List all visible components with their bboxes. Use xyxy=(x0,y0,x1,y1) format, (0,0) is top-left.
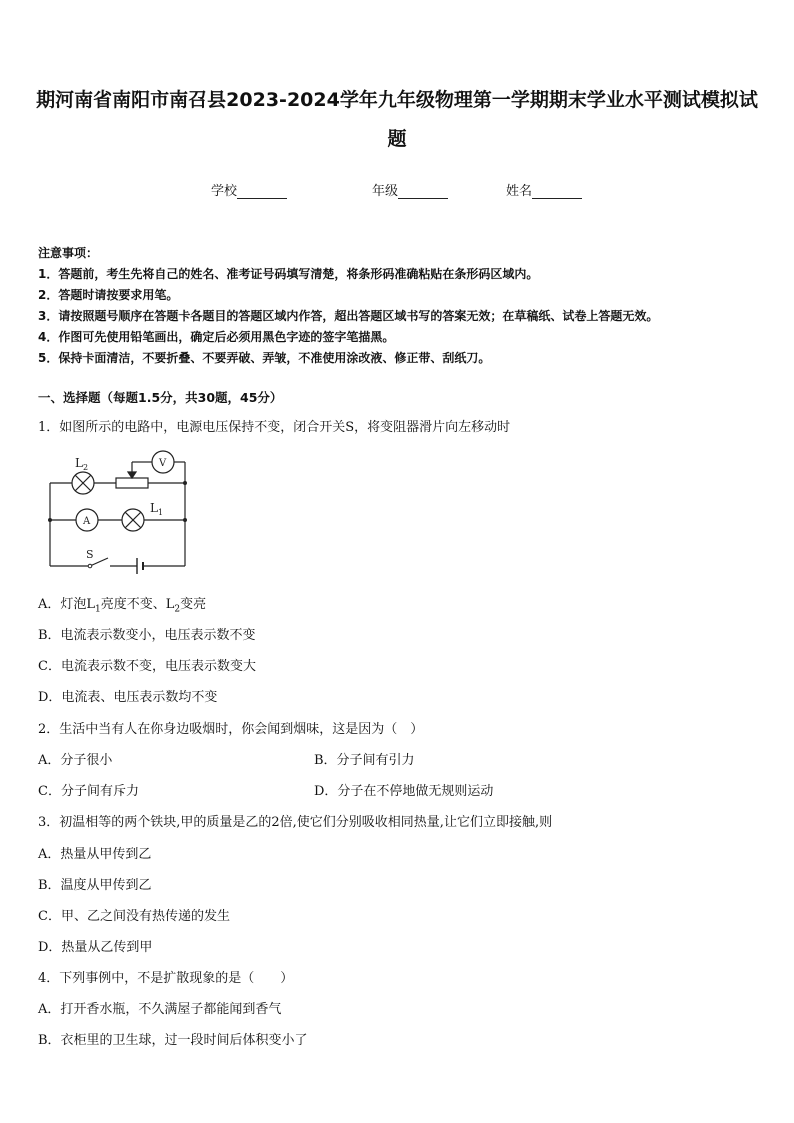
school-blank xyxy=(237,184,287,199)
question-1-option-b: B．电流表示数变小，电压表示数不变 xyxy=(38,628,256,643)
grade-label: 年级 xyxy=(372,184,399,199)
note-item: 5．保持卡面清洁，不要折叠、不要弄破、弄皱，不准使用涂改液、修正带、刮纸刀。 xyxy=(38,351,491,365)
question-2-option-b: B．分子间有引力 xyxy=(314,753,415,768)
switch-label: S xyxy=(86,548,94,561)
switch-icon xyxy=(88,564,92,568)
circuit-diagram xyxy=(40,448,200,578)
question-4-stem: 4．下列事例中，不是扩散现象的是（ ） xyxy=(38,971,294,986)
question-2-stem: 2．生活中当有人在你身边吸烟时，你会闻到烟味，这是因为（ ） xyxy=(38,722,424,737)
note-item: 1．答题前，考生先将自己的姓名、准考证号码填写清楚，将条形码准确粘贴在条形码区域内。 xyxy=(38,267,539,281)
exam-title: 期河南省南阳市南召县2023-2024学年九年级物理第一学期期末学业水平测试模拟试 xyxy=(36,89,758,111)
school-label: 学校 xyxy=(211,184,238,199)
exam-title-continued: 题 xyxy=(387,128,407,150)
question-3-option-d: D．热量从乙传到甲 xyxy=(38,940,153,955)
ammeter-label: A xyxy=(83,516,91,527)
question-3-stem: 3．初温相等的两个铁块,甲的质量是乙的2倍,使它们分别吸收相同热量,让它们立即接触,则 xyxy=(38,815,553,830)
lamp-l2-icon xyxy=(72,472,94,494)
lamp-l1-icon xyxy=(122,509,144,531)
notes-heading: 注意事项： xyxy=(38,246,99,260)
note-item: 4．作图可先使用铅笔画出，确定后必须用黑色字迹的签字笔描黑。 xyxy=(38,330,395,344)
rheostat-icon xyxy=(116,462,148,488)
lamp-l1-label: $L_1$ xyxy=(150,501,164,517)
question-2-option-d: D．分子在不停地做无规则运动 xyxy=(314,784,494,799)
question-1-stem: 1．如图所示的电路中，电源电压保持不变，闭合开关S，将变阻器滑片向左移动时 xyxy=(38,420,511,435)
battery-icon xyxy=(137,558,143,574)
grade-blank xyxy=(398,184,448,199)
note-item: 2．答题时请按要求用笔。 xyxy=(38,288,179,302)
school-field xyxy=(211,180,287,199)
question-3-option-c: C．甲、乙之间没有热传递的发生 xyxy=(38,909,230,924)
question-4-option-b: B．衣柜里的卫生球，过一段时间后体积变小了 xyxy=(38,1033,308,1048)
question-1-option-a: A．灯泡$L_1$亮度不变、$L_2$变亮 xyxy=(38,597,207,615)
name-field xyxy=(506,180,582,199)
question-4-option-a: A．打开香水瓶，不久满屋子都能闻到香气 xyxy=(38,1002,282,1017)
voltmeter-label: V xyxy=(159,458,167,469)
lamp-l2-label: $L_2$ xyxy=(75,456,89,472)
question-2-option-a: A．分子很小 xyxy=(38,753,113,768)
question-2-option-c: C．分子间有斥力 xyxy=(38,784,139,799)
question-3-option-b: B．温度从甲传到乙 xyxy=(38,878,152,893)
name-blank xyxy=(532,184,582,199)
section-heading: 一、选择题（每题1.5分，共30题，45分） xyxy=(38,390,283,405)
grade-field xyxy=(372,180,448,199)
question-3-option-a: A．热量从甲传到乙 xyxy=(38,847,152,862)
question-1-option-d: D．电流表、电压表示数均不变 xyxy=(38,690,218,705)
question-1-option-c: C．电流表示数不变，电压表示数变大 xyxy=(38,659,256,674)
note-item: 3．请按照题号顺序在答题卡各题目的答题区域内作答，超出答题区域书写的答案无效；在草稿纸、试卷上答题无效。 xyxy=(38,309,659,323)
name-label: 姓名 xyxy=(506,184,533,199)
